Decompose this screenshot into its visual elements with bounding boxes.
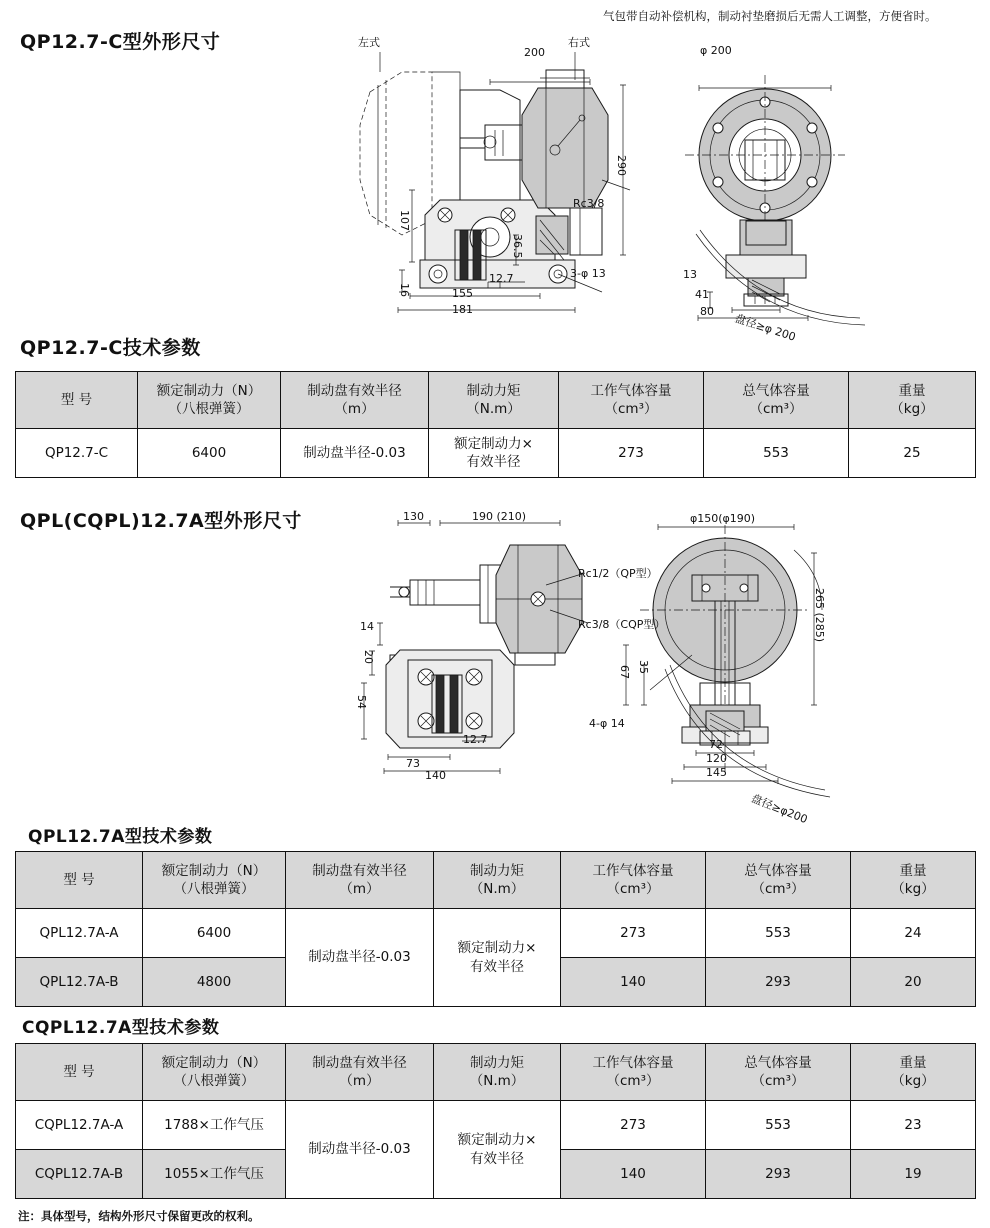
dim-right-type: 右式	[568, 36, 590, 49]
section-title-qp127c-dimensions: QP12.7-C型外形尺寸	[20, 31, 221, 53]
col-torque: 制动力矩 （N.m）	[434, 1044, 561, 1101]
dim2-disc-diameter: 盘径≥φ200	[749, 791, 810, 827]
cell-weight: 19	[851, 1150, 976, 1199]
cell-torque: 额定制动力× 有效半径	[429, 429, 559, 478]
dim-155: 155	[452, 287, 473, 300]
cell-model: CQPL12.7A-A	[16, 1101, 143, 1150]
col-working-gas: 工作气体容量 （cm³）	[561, 852, 706, 909]
cell-force: 6400	[138, 429, 281, 478]
dim-36-5: 36.5	[511, 234, 524, 259]
top-note: 气包带自动补偿机构，制动衬垫磨损后无需人工调整，方便省时。	[603, 9, 937, 23]
dim-disc-diameter: 盘径≥φ 200	[733, 311, 798, 344]
dim-200-top: 200	[524, 46, 545, 59]
col-weight: 重量 （kg）	[851, 1044, 976, 1101]
col-radius: 制动盘有效半径 （m）	[286, 1044, 434, 1101]
table-row	[16, 429, 976, 478]
table-cqpl127a	[15, 1043, 976, 1199]
col-working-gas: 工作气体容量 （cm³）	[559, 372, 704, 429]
col-total-gas: 总气体容量 （cm³）	[704, 372, 849, 429]
col-weight: 重量 （kg）	[851, 852, 976, 909]
dim2-12-7: 12.7	[463, 733, 488, 746]
dim2-rc12: Rc1/2（QP型）	[578, 567, 658, 580]
cell-working-gas: 273	[561, 909, 706, 958]
section-title-qp127c-specs: QP12.7-C技术参数	[20, 337, 201, 359]
cell-weight: 25	[849, 429, 976, 478]
dim2-rc38: Rc3/8（CQP型）	[578, 618, 666, 631]
dim2-35: 35	[637, 660, 650, 674]
col-model: 型 号	[16, 372, 138, 429]
cell-working-gas: 273	[561, 1101, 706, 1150]
cell-total-gas: 553	[704, 429, 849, 478]
dim2-145: 145	[706, 766, 727, 779]
cell-radius: 制动盘半径-0.03	[286, 909, 434, 1007]
footnote: 注：具体型号，结构外形尺寸保留更改的权利。	[18, 1209, 260, 1223]
dim-13: 13	[683, 268, 697, 281]
dim2-phi150: φ150(φ190)	[690, 512, 756, 525]
col-force: 额定制动力（N） （八根弹簧）	[138, 372, 281, 429]
dim-left-type: 左式	[358, 36, 380, 49]
cell-radius: 制动盘半径-0.03	[286, 1101, 434, 1199]
drawing-qp127c	[340, 30, 900, 335]
cell-model: QP12.7-C	[16, 429, 138, 478]
col-total-gas: 总气体容量 （cm³）	[706, 1044, 851, 1101]
dim2-120: 120	[706, 752, 727, 765]
cell-force: 6400	[143, 909, 286, 958]
section-title-qpl127a-specs: QPL12.7A型技术参数	[28, 827, 213, 847]
table-qpl127a	[15, 851, 976, 1007]
dim2-130: 130	[403, 510, 424, 523]
col-total-gas: 总气体容量 （cm³）	[706, 852, 851, 909]
cell-force: 1055×工作气压	[143, 1150, 286, 1199]
dim-107: 107	[398, 210, 411, 231]
table-header-row	[16, 852, 976, 909]
cell-total-gas: 293	[706, 958, 851, 1007]
dim-phi200: φ 200	[700, 44, 732, 57]
cell-weight: 23	[851, 1101, 976, 1150]
col-force: 额定制动力（N） （八根弹簧）	[143, 1044, 286, 1101]
dim2-14: 14	[360, 620, 374, 633]
table-header-row	[16, 372, 976, 429]
table-row	[16, 909, 976, 958]
cell-working-gas: 273	[559, 429, 704, 478]
cell-torque: 额定制动力× 有效半径	[434, 1101, 561, 1199]
table-row	[16, 1101, 976, 1150]
col-model: 型 号	[16, 1044, 143, 1101]
cell-force: 4800	[143, 958, 286, 1007]
dim2-4-phi14: 4-φ 14	[589, 717, 625, 730]
dim-80: 80	[700, 305, 714, 318]
section-title-cqpl127a-specs: CQPL12.7A型技术参数	[22, 1018, 220, 1038]
table-qp127c	[15, 371, 976, 478]
cell-model: QPL12.7A-B	[16, 958, 143, 1007]
cell-force: 1788×工作气压	[143, 1101, 286, 1150]
dim2-72: 72	[709, 738, 723, 751]
dim-41: 41	[695, 288, 709, 301]
cell-total-gas: 293	[706, 1150, 851, 1199]
section-title-qpl127a-dimensions: QPL(CQPL)12.7A型外形尺寸	[20, 510, 302, 532]
col-model: 型 号	[16, 852, 143, 909]
cell-total-gas: 553	[706, 1101, 851, 1150]
col-torque: 制动力矩 （N.m）	[434, 852, 561, 909]
cell-model: CQPL12.7A-B	[16, 1150, 143, 1199]
dim-181: 181	[452, 303, 473, 316]
dim2-20: 20	[362, 650, 375, 664]
cell-weight: 24	[851, 909, 976, 958]
drawing-qpl127a	[370, 505, 900, 825]
dim2-190: 190 (210)	[472, 510, 527, 523]
dim-3-phi13: 3-φ 13	[570, 267, 606, 280]
dim2-140: 140	[425, 769, 446, 782]
cell-working-gas: 140	[561, 958, 706, 1007]
dim-rc38: Rc3/8	[573, 197, 605, 210]
col-radius: 制动盘有效半径 （m）	[286, 852, 434, 909]
cell-model: QPL12.7A-A	[16, 909, 143, 958]
cell-torque: 额定制动力× 有效半径	[434, 909, 561, 1007]
table-header-row	[16, 1044, 976, 1101]
col-working-gas: 工作气体容量 （cm³）	[561, 1044, 706, 1101]
col-weight: 重量 （kg）	[849, 372, 976, 429]
dim-16: 16	[398, 283, 411, 297]
col-torque: 制动力矩 （N.m）	[429, 372, 559, 429]
dim2-67: 67	[618, 665, 631, 679]
dim2-265: 265 (285)	[813, 588, 826, 643]
dim2-73: 73	[406, 757, 420, 770]
cell-radius: 制动盘半径-0.03	[281, 429, 429, 478]
col-force: 额定制动力（N） （八根弹簧）	[143, 852, 286, 909]
cell-total-gas: 553	[706, 909, 851, 958]
dim-290: 290	[615, 155, 628, 176]
dim2-54: 54	[355, 695, 368, 709]
col-radius: 制动盘有效半径 （m）	[281, 372, 429, 429]
dim-12-7: 12.7	[489, 272, 514, 285]
cell-working-gas: 140	[561, 1150, 706, 1199]
cell-weight: 20	[851, 958, 976, 1007]
